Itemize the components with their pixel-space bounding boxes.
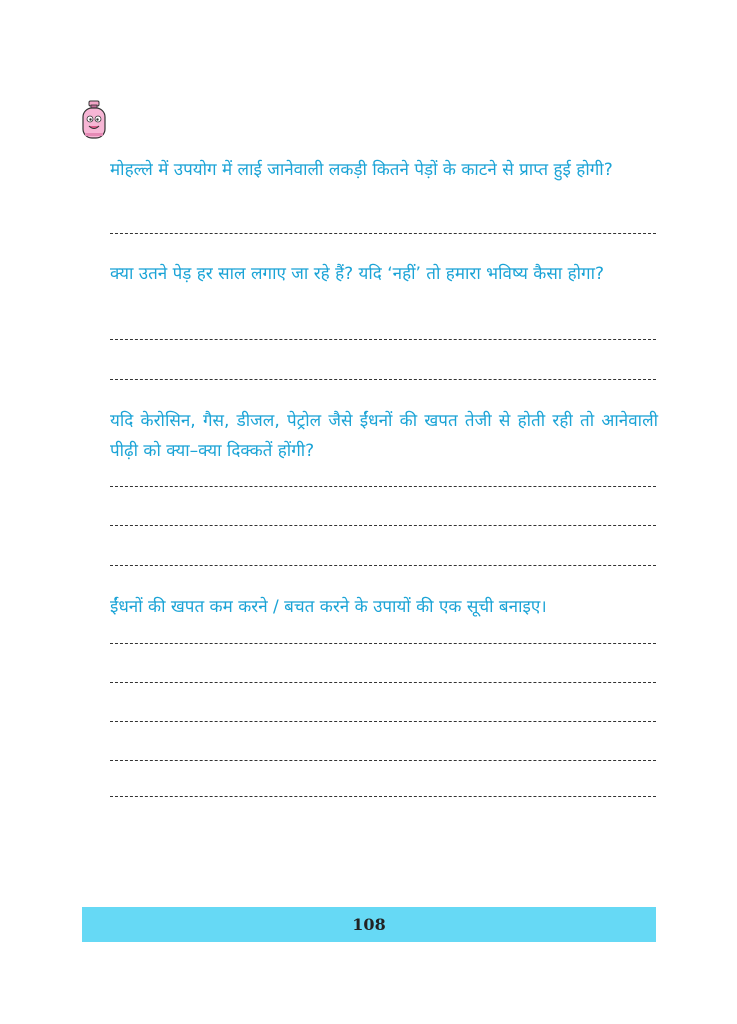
question-2: क्या उतने पेड़ हर साल लगाए जा रहे हैं? यदि ‘नहीं’ तो हमारा भविष्य कैसा होगा? [110,264,605,284]
answer-line[interactable] [110,721,656,722]
answer-line[interactable] [110,565,656,566]
answer-line[interactable] [110,233,656,234]
gas-cylinder-mascot-icon [80,100,108,140]
answer-line[interactable] [110,760,656,761]
answer-line[interactable] [110,643,656,644]
answer-line[interactable] [110,379,656,380]
footer-band [82,907,656,942]
answer-line[interactable] [110,796,656,797]
question-1: मोहल्ले में उपयोग में लाई जानेवाली लकड़ी कितने पेड़ों के काटने से प्राप्त हुई होगी? [110,160,613,180]
answer-line[interactable] [110,682,656,683]
answer-line[interactable] [110,525,656,526]
answer-line[interactable] [110,339,656,340]
page-number: 108 [352,915,386,934]
question-4: ईंधनों की खपत कम करने / बचत करने के उपायों की एक सूची बनाइए। [110,597,547,617]
answer-line[interactable] [110,486,656,487]
question-3: यदि केरोसिन, गैस, डीजल, पेट्रोल जैसे ईंधनों की खपत तेजी से होती रही तो आनेवाली पीढ़ी को क्या–क्या दिक्कतें होंगी? [110,411,658,461]
